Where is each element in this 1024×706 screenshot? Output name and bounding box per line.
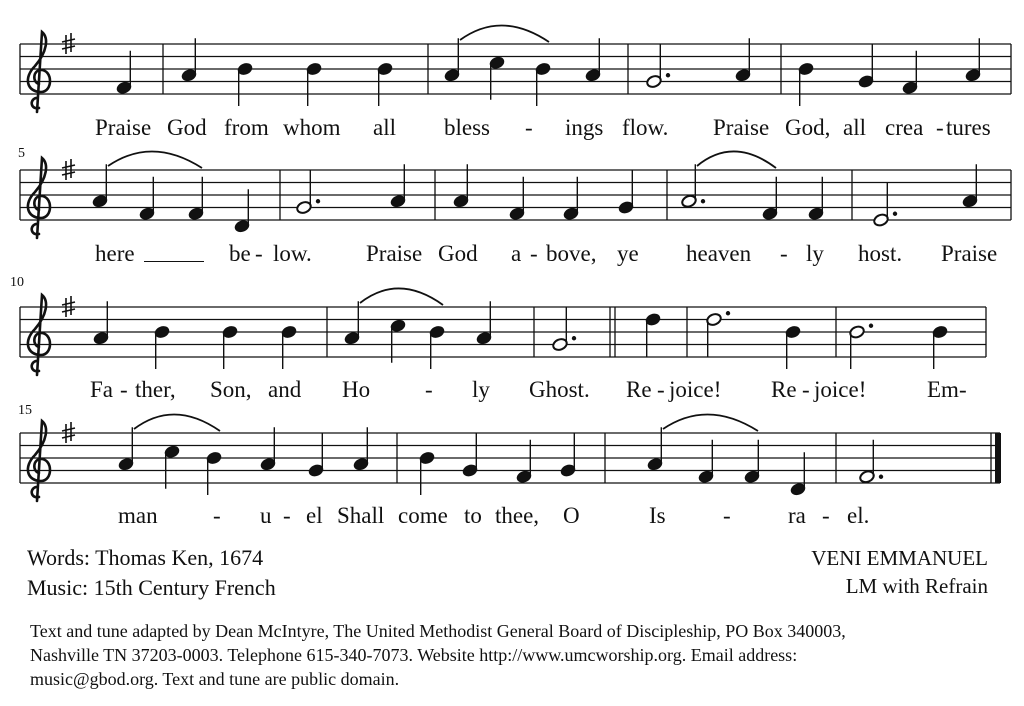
lyric-syllable: ly (472, 377, 490, 402)
lyric-syllable: low. (273, 241, 312, 266)
lyric-syllable: crea (885, 115, 924, 140)
lyric-hyphen: - (525, 115, 533, 140)
lyric-syllable: God (167, 115, 207, 140)
lyric-syllable: God, (785, 115, 831, 140)
slur-arc (663, 414, 758, 431)
lyric-syllable: el (306, 503, 323, 528)
lyric-hyphen: - (120, 377, 128, 402)
lyric-syllable: Ho (342, 377, 371, 402)
lyric-syllable: ra (788, 503, 806, 528)
lyric-syllable: to (464, 503, 482, 528)
lyric-syllable: flow. (622, 115, 669, 140)
lyric-hyphen: - (936, 115, 944, 140)
slur-arc (460, 25, 549, 42)
lyric-syllable: O (563, 503, 580, 528)
copyright-line: Text and tune adapted by Dean McIntyre, The United Methodist General Board of Discipleship, PO Box 340003, (30, 621, 846, 641)
lyric-syllable: ly (806, 241, 824, 266)
lyric-syllable: God (438, 241, 478, 266)
lyric-syllable: Em- (927, 377, 967, 402)
lyric-syllable: and (268, 377, 302, 402)
lyric-syllable: bove, (546, 241, 597, 266)
lyric-syllable: joice! (814, 377, 867, 402)
augmentation-dot (879, 475, 883, 479)
lyric-syllable: all (373, 115, 396, 140)
lyric-syllable: host. (858, 241, 903, 266)
lyric-syllable: Re (771, 377, 797, 402)
lyric-syllable: be (229, 241, 251, 266)
lyric-syllable: Praise (366, 241, 423, 266)
lyric-syllable: come (398, 503, 448, 528)
lyric-syllable: Is (649, 503, 666, 528)
lyric-syllable: el. (847, 503, 870, 528)
augmentation-dot (572, 336, 576, 340)
melisma-extender-line (144, 261, 204, 262)
lyric-syllable: all (843, 115, 866, 140)
lyric-syllable: here (95, 241, 135, 266)
copyright-line: music@gbod.org. Text and tune are public domain. (30, 669, 400, 689)
measure-number-5: 5 (18, 146, 25, 161)
music-credit: Music: 15th Century French (27, 575, 276, 600)
lyric-syllable: tures (946, 115, 991, 140)
augmentation-dot (701, 199, 705, 203)
lyric-hyphen: - (425, 377, 433, 402)
lyric-syllable: man (118, 503, 158, 528)
words-credit: Words: Thomas Ken, 1674 (27, 545, 264, 570)
lyric-syllable: from (224, 115, 269, 140)
lyric-syllable: heaven (686, 241, 752, 266)
augmentation-dot (869, 324, 873, 328)
augmentation-dot (893, 212, 897, 216)
measure-number-15: 15 (18, 403, 32, 418)
lyric-syllable: Ghost. (529, 377, 590, 402)
measure-number-10: 10 (10, 275, 24, 290)
lyric-hyphen: - (530, 241, 538, 266)
augmentation-dot (316, 199, 320, 203)
lyric-syllable: Shall (337, 503, 385, 528)
lyric-syllable: Fa (90, 377, 113, 402)
lyric-syllable: ye (617, 241, 639, 266)
lyric-hyphen: - (822, 503, 830, 528)
final-barline (995, 433, 1001, 483)
lyric-syllable: Praise (713, 115, 770, 140)
lyric-syllable: whom (283, 115, 341, 140)
lyric-hyphen: - (255, 241, 263, 266)
meter-label: LM with Refrain (845, 574, 988, 598)
augmentation-dot (726, 311, 730, 315)
lyric-syllable: Praise (95, 115, 152, 140)
lyric-syllable: Re (626, 377, 652, 402)
lyric-syllable: bless (444, 115, 490, 140)
slur-arc (360, 288, 443, 305)
tune-name: VENI EMMANUEL (811, 546, 988, 570)
lyric-hyphen: - (283, 503, 291, 528)
slur-arc (108, 151, 202, 168)
lyric-syllable: ings (565, 115, 604, 140)
lyric-hyphen: - (802, 377, 810, 402)
lyric-hyphen: - (780, 241, 788, 266)
lyric-syllable: Son, (210, 377, 252, 402)
augmentation-dot (666, 73, 670, 77)
slur-arc (697, 151, 776, 168)
copyright-line: Nashville TN 37203-0003. Telephone 615-340-7073. Website http://www.umcworship.org. Email address: (30, 645, 798, 665)
lyric-syllable: Praise (941, 241, 998, 266)
copyright-notice (30, 619, 1020, 691)
slur-arc (134, 414, 220, 431)
lyric-syllable: u (260, 503, 272, 528)
lyric-hyphen: - (657, 377, 665, 402)
lyric-syllable: thee, (495, 503, 540, 528)
lyric-hyphen: - (213, 503, 221, 528)
lyric-syllable: a (511, 241, 522, 266)
lyric-syllable: joice! (669, 377, 722, 402)
lyric-syllable: ther, (135, 377, 176, 402)
lyric-hyphen: - (723, 503, 731, 528)
